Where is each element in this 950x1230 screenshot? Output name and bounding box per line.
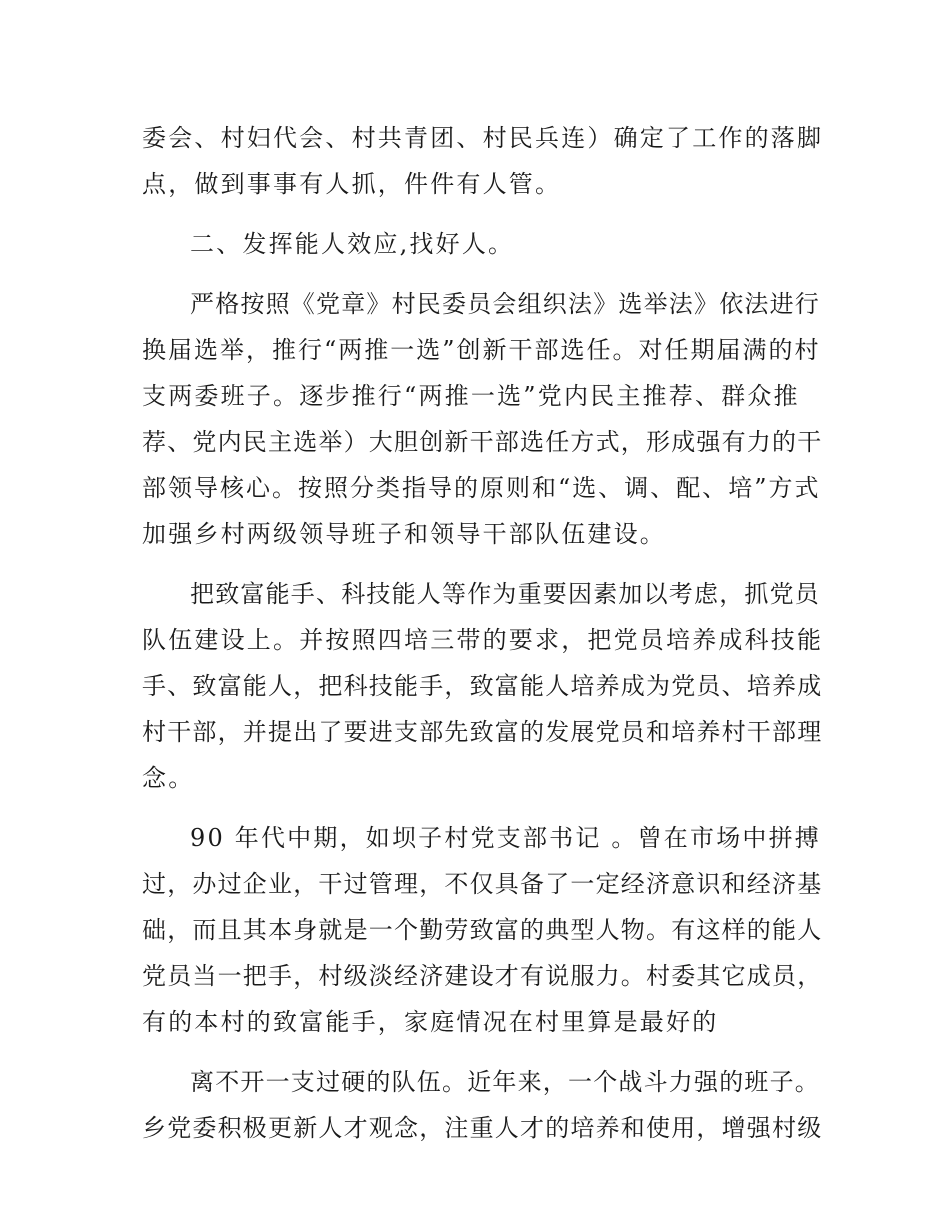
text-line: 部领导核心。按照分类指导的原则和“选、调、配、培”方式 xyxy=(142,474,821,502)
text-line: 队伍建设上。并按照四培三带的要求，把党员培养成科技能 xyxy=(142,626,824,654)
text-line: 90 年代中期，如坝子村党支部书记 。曾在市场中拼搏 xyxy=(190,824,821,852)
text-line: 党员当一把手，村级淡经济建设才有说服力。村委其它成员， xyxy=(142,962,823,990)
text-line: 念。 xyxy=(142,764,195,792)
text-line: 村干部，并提出了要进支部先致富的发展党员和培养村干部理 xyxy=(142,718,823,746)
text-line: 严格按照《党章》村民委员会组织法》选举法》依法进行 xyxy=(190,290,820,318)
text-line: 础，而且其本身就是一个勤劳致富的典型人物。有这样的能人 xyxy=(142,916,823,944)
text-line: 支两委班子。逐步推行“两推一选”党内民主推荐、群众推 xyxy=(142,382,800,410)
text-line: 把致富能手、科技能人等作为重要因素加以考虑，抓党员 xyxy=(190,580,820,608)
text-line: 离不开一支过硬的队伍。近年来，一个战斗力强的班子。 xyxy=(190,1068,820,1096)
text-line: 乡党委积极更新人才观念，注重人才的培养和使用，增强村级 xyxy=(142,1114,823,1142)
text-line: 换届选举，推行“两推一选”创新干部选任。对任期届满的村 xyxy=(142,336,821,364)
text-line: 手、致富能人，把科技能手，致富能人培养成为党员、培养成 xyxy=(142,672,823,700)
text-line: 过，办过企业，干过管理，不仅具备了一定经济意识和经济基 xyxy=(142,870,823,898)
text-line: 有的本村的致富能手，家庭情况在村里算是最好的 xyxy=(142,1008,719,1036)
text-line: 点，做到事事有人抓，件件有人管。 xyxy=(142,170,562,198)
section-heading: 二、发挥能人效应,找好人。 xyxy=(190,230,515,258)
text-line: 荐、党内民主选举）大胆创新干部选任方式，形成强有力的干 xyxy=(142,428,823,456)
text-line: 委会、村妇代会、村共青团、村民兵连）确定了工作的落脚 xyxy=(142,124,824,152)
text-line: 加强乡村两级领导班子和领导干部队伍建设。 xyxy=(142,520,666,548)
